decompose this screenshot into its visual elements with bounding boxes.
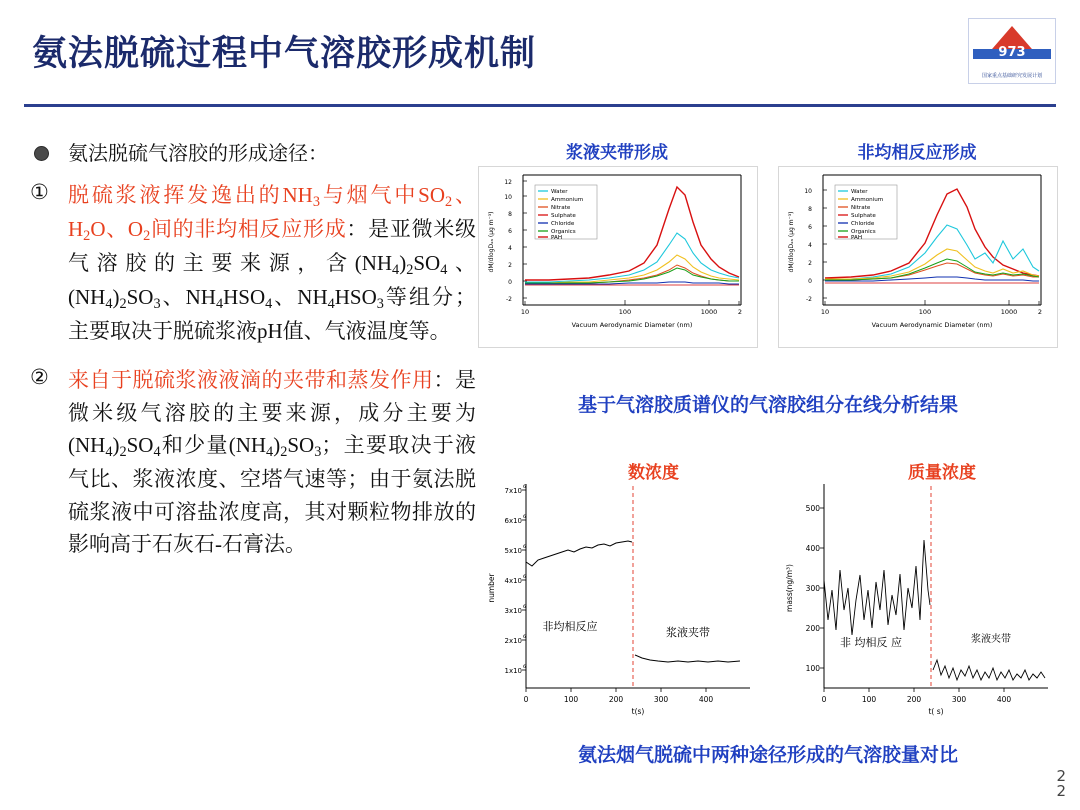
svg-text:0: 0 <box>808 278 812 285</box>
text-segment: 、NH <box>272 285 328 310</box>
text-segment: 4 <box>215 296 224 313</box>
svg-text:200: 200 <box>805 624 820 633</box>
svg-text:0: 0 <box>821 695 827 704</box>
text-segment: HSO <box>334 285 377 310</box>
svg-text:PAH: PAH <box>851 235 863 241</box>
text-segment: 4 <box>392 262 400 279</box>
svg-text:6: 6 <box>523 605 526 610</box>
item-body-2 <box>68 364 476 561</box>
svg-text:2: 2 <box>737 308 743 316</box>
text-column <box>24 140 476 780</box>
text-segment: 3 <box>312 193 320 210</box>
svg-text:6: 6 <box>808 224 812 231</box>
title-divider <box>24 104 1056 107</box>
svg-text:Nitrate: Nitrate <box>851 205 871 211</box>
svg-text:0: 0 <box>523 695 529 704</box>
svg-text:dM/dlogDₔₐ (µg m⁻³): dM/dlogDₔₐ (µg m⁻³) <box>488 211 495 273</box>
svg-text:Vacuum Aerodynamic Diameter (n: Vacuum Aerodynamic Diameter (nm) <box>571 321 693 329</box>
timeseries-row <box>478 463 1058 720</box>
svg-text:8: 8 <box>508 211 512 218</box>
text-segment: SO <box>287 433 315 458</box>
text-segment: HSO <box>223 285 266 310</box>
text-segment: ) <box>112 285 120 310</box>
text-segment: 4 <box>153 444 161 461</box>
page-title: 氨法脱硫过程中气溶胶形成机制 <box>32 34 537 74</box>
text-segment: 4 <box>105 296 113 313</box>
text-segment: 2 <box>119 444 127 461</box>
svg-text:100: 100 <box>563 695 579 704</box>
text-segment: 间的非均相反应形成 <box>150 217 347 242</box>
svg-text:dM/dlogDₔₐ (µg m⁻³): dM/dlogDₔₐ (µg m⁻³) <box>788 211 795 273</box>
figure-column <box>478 140 1058 800</box>
svg-text:浆液夹带: 浆液夹带 <box>666 626 710 639</box>
svg-text:mass(ng/m³): mass(ng/m³) <box>785 564 794 612</box>
text-segment: 3 <box>314 444 322 461</box>
text-segment: 和少量(NH <box>160 433 267 458</box>
item-body-1 <box>68 179 476 348</box>
text-segment: 4 <box>265 296 273 313</box>
svg-text:0: 0 <box>508 279 512 286</box>
svg-text:300: 300 <box>653 695 669 704</box>
text-segment: 4 <box>105 444 113 461</box>
svg-text:Vacuum Aerodynamic Diameter (n: Vacuum Aerodynamic Diameter (nm) <box>871 321 993 329</box>
text-segment: 2 <box>406 262 414 279</box>
svg-text:100: 100 <box>861 695 877 704</box>
svg-text:1x10: 1x10 <box>504 667 522 675</box>
text-segment: 脱硫浆液挥发逸出的NH <box>68 183 313 207</box>
svg-text:浆液夹带: 浆液夹带 <box>971 634 1011 645</box>
text-segment: 2 <box>143 228 151 245</box>
program-logo <box>968 18 1056 84</box>
svg-text:3x10: 3x10 <box>504 607 522 615</box>
svg-text:300: 300 <box>951 695 967 704</box>
svg-text:6: 6 <box>523 485 526 490</box>
text-segment: SO <box>126 433 154 458</box>
svg-text:4: 4 <box>508 245 512 252</box>
text-segment: 、H <box>68 183 476 242</box>
text-segment: ；主要取决于液气比、浆液浓度、空塔气速等；由于氨法脱硫浆液中可溶盐浓度高，其对颗粒物排放的影响高于石灰石-石膏法。 <box>68 433 476 557</box>
svg-text:t(s): t(s) <box>631 707 645 716</box>
text-segment: 2 <box>280 444 288 461</box>
svg-text:500: 500 <box>805 504 820 513</box>
text-segment: ) <box>112 433 120 458</box>
svg-text:10: 10 <box>520 308 530 316</box>
svg-text:2: 2 <box>808 260 812 267</box>
svg-text:2x10: 2x10 <box>504 637 522 645</box>
svg-text:6: 6 <box>523 545 526 550</box>
lead-bullet <box>24 140 476 169</box>
svg-text:6: 6 <box>523 635 526 640</box>
svg-text:Water: Water <box>851 189 868 195</box>
text-segment: ：是亚微米级气溶胶的主要来源，含(NH <box>68 217 477 276</box>
svg-text:Organics: Organics <box>551 229 576 235</box>
svg-text:1000: 1000 <box>1000 308 1018 316</box>
text-segment: ：是微米级气溶胶的主要来源，成分主要为(NH <box>68 367 476 458</box>
svg-text:Nitrate: Nitrate <box>551 205 571 211</box>
logo-subtitle: 国家重点基础研究发展计划 <box>981 73 1042 79</box>
svg-text:Sulphate: Sulphate <box>551 213 576 219</box>
bullet-dot-icon <box>34 146 49 161</box>
text-segment: 2 <box>119 296 127 313</box>
caption-ams: 基于气溶胶质谱仪的气溶胶组分在线分析结果 <box>577 394 958 416</box>
svg-text:Chloride: Chloride <box>551 221 575 227</box>
text-segment: 、(NH <box>68 251 476 310</box>
svg-text:4x10: 4x10 <box>504 577 522 585</box>
svg-text:6: 6 <box>523 575 526 580</box>
lead-text: 氨法脱硫气溶胶的形成途径： <box>68 143 328 165</box>
chart-number-concentration <box>478 470 760 720</box>
text-segment: ) <box>399 251 407 276</box>
svg-text:非 均相反 应: 非 均相反 应 <box>840 636 902 649</box>
svg-text:2: 2 <box>1037 308 1043 316</box>
text-segment: 4 <box>440 262 448 279</box>
item-marker-1: ① <box>30 180 49 204</box>
svg-text:100: 100 <box>918 308 932 316</box>
text-segment: SO <box>413 251 441 276</box>
svg-text:Ammonium: Ammonium <box>851 197 884 203</box>
chart-mass-concentration <box>776 470 1058 720</box>
svg-text:10: 10 <box>820 308 830 316</box>
text-segment: 3 <box>153 296 161 313</box>
svg-text:8: 8 <box>808 206 812 213</box>
text-segment: 3 <box>376 296 384 313</box>
item-marker-2: ② <box>30 364 49 389</box>
svg-text:1000: 1000 <box>700 308 718 316</box>
svg-text:200: 200 <box>906 695 922 704</box>
svg-text:PAH: PAH <box>551 235 563 241</box>
svg-text:Chloride: Chloride <box>851 221 875 227</box>
text-segment: 4 <box>327 296 335 313</box>
svg-text:4: 4 <box>808 242 812 249</box>
svg-text:6x10: 6x10 <box>504 517 522 525</box>
text-segment: 、NH <box>160 285 216 310</box>
ams-chart-entrainment <box>478 166 758 348</box>
text-segment: 等组分；主要取决于脱硫浆液pH值、气液温度等。 <box>68 285 476 344</box>
label-mass-concentration: 质量浓度 <box>908 463 976 483</box>
svg-text:6: 6 <box>508 228 512 235</box>
text-segment: 来自于脱硫浆液液滴的夹带和蒸发作用 <box>68 367 434 392</box>
svg-text:100: 100 <box>805 664 820 673</box>
svg-text:6: 6 <box>523 515 526 520</box>
caption-comparison: 氨法烟气脱硫中两种途径形成的气溶胶量对比 <box>577 744 958 766</box>
logo-number: 973 <box>998 45 1026 60</box>
list-item <box>24 364 476 561</box>
text-segment: 与烟气中SO <box>319 183 446 207</box>
svg-text:Sulphate: Sulphate <box>851 213 876 219</box>
ams-left-title: 浆液夹带形成 <box>566 143 668 163</box>
svg-text:2: 2 <box>508 262 512 269</box>
text-segment: SO <box>126 285 154 310</box>
svg-text:5x10: 5x10 <box>504 547 522 555</box>
page-number: 2 2 <box>1056 766 1066 801</box>
svg-text:10: 10 <box>804 188 812 195</box>
svg-text:400: 400 <box>698 695 714 704</box>
svg-text:number: number <box>487 573 496 603</box>
svg-text:6: 6 <box>523 665 526 670</box>
text-segment: ) <box>273 433 281 458</box>
label-number-concentration: 数浓度 <box>628 463 679 483</box>
list-item <box>24 179 476 348</box>
svg-text:t( s): t( s) <box>928 707 944 716</box>
ams-figure-row <box>478 143 1058 346</box>
svg-text:100: 100 <box>618 308 632 316</box>
svg-text:Ammonium: Ammonium <box>551 197 584 203</box>
text-segment: 2 <box>83 228 91 245</box>
svg-text:Organics: Organics <box>851 229 876 235</box>
text-segment: 2 <box>445 193 453 210</box>
svg-text:10: 10 <box>504 194 512 201</box>
ams-right-title: 非均相反应形成 <box>857 143 977 163</box>
svg-text:-2: -2 <box>806 296 812 303</box>
ams-chart-heterogeneous <box>778 166 1058 348</box>
svg-text:300: 300 <box>805 584 820 593</box>
svg-text:400: 400 <box>805 544 820 553</box>
svg-text:12: 12 <box>504 179 512 186</box>
slide-header <box>0 0 1080 104</box>
svg-text:非均相反应: 非均相反应 <box>542 620 598 633</box>
svg-text:200: 200 <box>608 695 624 704</box>
svg-text:Water: Water <box>551 189 568 195</box>
svg-text:7x10: 7x10 <box>504 487 522 495</box>
text-segment: 4 <box>266 444 274 461</box>
text-segment: O、O <box>90 217 144 242</box>
svg-text:400: 400 <box>996 695 1012 704</box>
svg-text:-2: -2 <box>506 296 512 303</box>
